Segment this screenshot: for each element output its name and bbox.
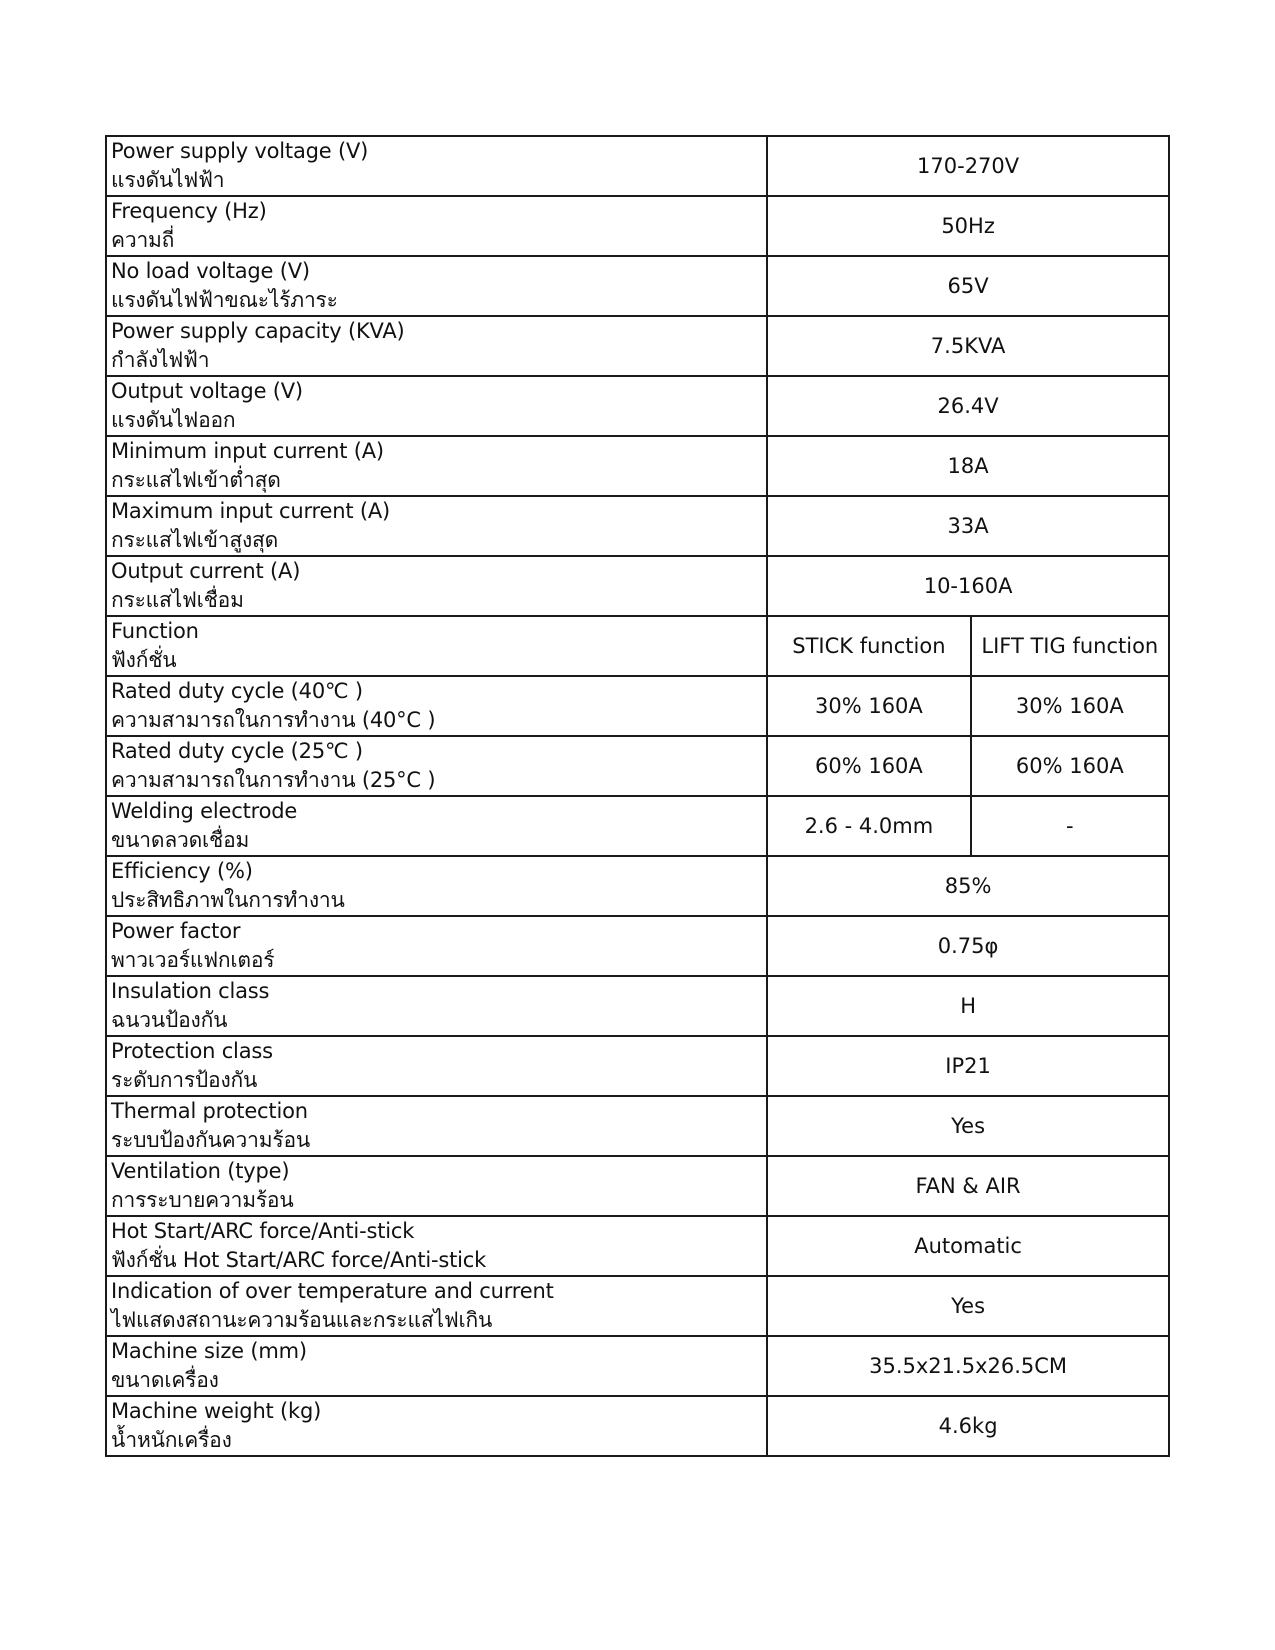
- spec-label-thai: ระดับการป้องกัน: [111, 1068, 258, 1092]
- spec-label-cell: [106, 676, 767, 736]
- spec-value-cell: LIFT TIG function: [971, 616, 1169, 676]
- spec-value-cell: 18A: [767, 436, 1169, 496]
- spec-label-english: Power supply capacity (KVA): [111, 319, 405, 343]
- spec-label-cell: [106, 1216, 767, 1276]
- spec-label-cell: [106, 1336, 767, 1396]
- spec-label-english: No load voltage (V): [111, 259, 310, 283]
- spec-table-body: [106, 136, 1169, 1456]
- spec-label-thai: ไฟแสดงสถานะความร้อนและกระแสไฟเกิน: [111, 1308, 493, 1332]
- spec-label-english: Power supply voltage (V): [111, 139, 369, 163]
- spec-label-thai: ฟังก์ชั่น Hot Start/ARC force/Anti-stick: [111, 1248, 487, 1272]
- spec-value-cell: -: [971, 796, 1169, 856]
- spec-value-cell: 7.5KVA: [767, 316, 1169, 376]
- spec-label-english: Efficiency (%): [111, 859, 253, 883]
- spec-label-cell: [106, 796, 767, 856]
- spec-value-cell: 4.6kg: [767, 1396, 1169, 1456]
- spec-value-cell: IP21: [767, 1036, 1169, 1096]
- spec-value-cell: 60% 160A: [971, 736, 1169, 796]
- spec-label-english: Indication of over temperature and current: [111, 1279, 554, 1303]
- spec-label-cell: [106, 616, 767, 676]
- spec-value-cell: STICK function: [767, 616, 970, 676]
- spec-value-cell: 33A: [767, 496, 1169, 556]
- spec-label-english: Minimum input current (A): [111, 439, 384, 463]
- spec-label-thai: แรงดันไฟฟ้าขณะไร้ภาระ: [111, 288, 338, 312]
- spec-row: [106, 1036, 1169, 1096]
- spec-value-cell: FAN & AIR: [767, 1156, 1169, 1216]
- spec-row: [106, 436, 1169, 496]
- spec-label-thai: ฟังก์ชั่น: [111, 648, 177, 672]
- spec-label-english: Machine weight (kg): [111, 1399, 322, 1423]
- spec-label-thai: ระบบป้องกันความร้อน: [111, 1128, 311, 1152]
- spec-row: [106, 316, 1169, 376]
- spec-label-english: Machine size (mm): [111, 1339, 307, 1363]
- spec-label-cell: [106, 976, 767, 1036]
- spec-label-thai: แรงดันไฟฟ้า: [111, 168, 225, 192]
- spec-label-english: Welding electrode: [111, 799, 298, 823]
- spec-label-english: Ventilation (type): [111, 1159, 290, 1183]
- spec-label-cell: [106, 916, 767, 976]
- spec-label-thai: พาวเวอร์แฟกเตอร์: [111, 948, 275, 972]
- spec-value-cell: 170-270V: [767, 136, 1169, 196]
- spec-value-cell: 35.5x21.5x26.5CM: [767, 1336, 1169, 1396]
- spec-label-english: Frequency (Hz): [111, 199, 267, 223]
- spec-label-thai: กำลังไฟฟ้า: [111, 348, 210, 372]
- spec-value-cell: H: [767, 976, 1169, 1036]
- spec-label-cell: [106, 376, 767, 436]
- spec-row: [106, 856, 1169, 916]
- spec-value-cell: 30% 160A: [767, 676, 970, 736]
- spec-row: [106, 136, 1169, 196]
- spec-label-thai: ฉนวนป้องกัน: [111, 1008, 228, 1032]
- spec-label-english: Function: [111, 619, 199, 643]
- spec-value-cell: 30% 160A: [971, 676, 1169, 736]
- spec-value-cell: Automatic: [767, 1216, 1169, 1276]
- spec-label-cell: [106, 256, 767, 316]
- spec-row: [106, 616, 1169, 676]
- spec-label-cell: [106, 1096, 767, 1156]
- spec-label-thai: ความสามารถในการทำงาน (40°C ): [111, 708, 436, 732]
- spec-label-english: Hot Start/ARC force/Anti-stick: [111, 1219, 415, 1243]
- spec-label-english: Rated duty cycle (25℃ ): [111, 739, 363, 763]
- spec-label-cell: [106, 1036, 767, 1096]
- spec-row: [106, 1216, 1169, 1276]
- spec-row: [106, 256, 1169, 316]
- spec-label-thai: การระบายความร้อน: [111, 1188, 294, 1212]
- spec-label-cell: [106, 1396, 767, 1456]
- spec-label-english: Output current (A): [111, 559, 301, 583]
- spec-label-thai: น้ำหนักเครื่อง: [111, 1428, 232, 1452]
- spec-value-cell: 26.4V: [767, 376, 1169, 436]
- spec-label-cell: [106, 316, 767, 376]
- spec-label-cell: [106, 556, 767, 616]
- spec-label-cell: [106, 1276, 767, 1336]
- spec-value-cell: 65V: [767, 256, 1169, 316]
- spec-value-cell: 10-160A: [767, 556, 1169, 616]
- spec-value-cell: 2.6 - 4.0mm: [767, 796, 970, 856]
- spec-label-thai: กระแสไฟเข้าต่ำสุด: [111, 468, 281, 492]
- spec-row: [106, 1156, 1169, 1216]
- spec-row: [106, 1276, 1169, 1336]
- spec-label-cell: [106, 436, 767, 496]
- spec-label-thai: ความสามารถในการทำงาน (25°C ): [111, 768, 436, 792]
- spec-label-cell: [106, 736, 767, 796]
- spec-value-cell: Yes: [767, 1096, 1169, 1156]
- spec-row: [106, 496, 1169, 556]
- spec-label-cell: [106, 136, 767, 196]
- spec-label-cell: [106, 1156, 767, 1216]
- spec-value-cell: Yes: [767, 1276, 1169, 1336]
- spec-row: [106, 1396, 1169, 1456]
- spec-label-thai: ขนาดลวดเชื่อม: [111, 828, 250, 852]
- spec-label-english: Maximum input current (A): [111, 499, 391, 523]
- spec-label-english: Power factor: [111, 919, 241, 943]
- spec-label-cell: [106, 856, 767, 916]
- spec-row: [106, 736, 1169, 796]
- spec-label-english: Rated duty cycle (40℃ ): [111, 679, 363, 703]
- spec-label-english: Protection class: [111, 1039, 273, 1063]
- spec-label-thai: แรงดันไฟออก: [111, 408, 236, 432]
- spec-label-thai: กระแสไฟเข้าสูงสุด: [111, 528, 279, 552]
- spec-value-cell: 0.75φ: [767, 916, 1169, 976]
- spec-row: [106, 376, 1169, 436]
- spec-row: [106, 916, 1169, 976]
- spec-label-english: Output voltage (V): [111, 379, 303, 403]
- spec-row: [106, 796, 1169, 856]
- spec-value-cell: 85%: [767, 856, 1169, 916]
- spec-label-thai: ขนาดเครื่อง: [111, 1368, 219, 1392]
- spec-row: [106, 196, 1169, 256]
- spec-row: [106, 676, 1169, 736]
- spec-row: [106, 1336, 1169, 1396]
- spec-value-cell: 60% 160A: [767, 736, 970, 796]
- spec-table: [105, 135, 1170, 1457]
- spec-value-cell: 50Hz: [767, 196, 1169, 256]
- spec-row: [106, 556, 1169, 616]
- spec-label-english: Insulation class: [111, 979, 270, 1003]
- spec-row: [106, 1096, 1169, 1156]
- spec-label-thai: ประสิทธิภาพในการทำงาน: [111, 888, 345, 912]
- spec-label-thai: ความถี่: [111, 228, 175, 252]
- spec-label-cell: [106, 196, 767, 256]
- spec-row: [106, 976, 1169, 1036]
- spec-label-english: Thermal protection: [111, 1099, 308, 1123]
- spec-label-cell: [106, 496, 767, 556]
- spec-label-thai: กระแสไฟเชื่อม: [111, 588, 244, 612]
